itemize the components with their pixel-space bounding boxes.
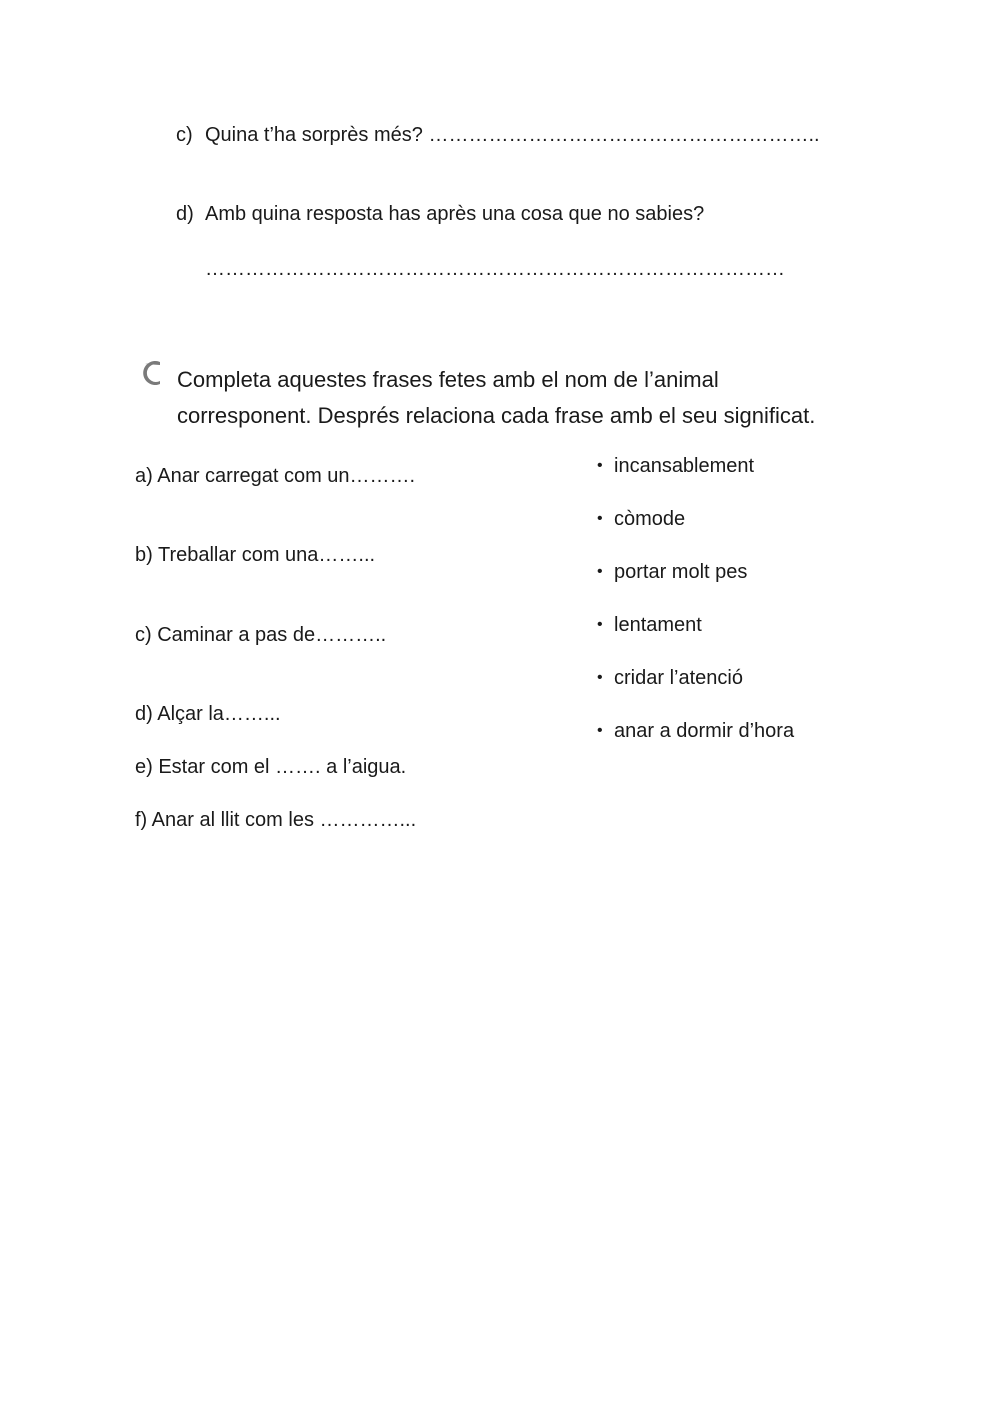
question-c — [176, 124, 820, 147]
meaning-item — [597, 667, 743, 690]
answer-line-d: …………………………………………………………………………… — [205, 258, 785, 280]
meaning-text: lentament — [614, 614, 702, 636]
question-d-label: d) — [176, 203, 194, 225]
question-c-text: Quina t’ha sorprès més? ………………………………………………….. — [205, 124, 820, 146]
meaning-item — [597, 508, 685, 531]
bullet-icon: • — [597, 616, 603, 633]
bullet-icon: • — [597, 722, 603, 739]
phrase-c: c) Caminar a pas de……….. — [135, 624, 387, 646]
exercise-instruction — [177, 362, 815, 434]
bullet-icon: • — [597, 563, 603, 580]
phrase-f: f) Anar al llit com les …………... — [135, 809, 417, 831]
phrase-d: d) Alçar la……... — [135, 703, 281, 725]
meaning-text: cridar l’atenció — [614, 667, 743, 689]
meaning-text: còmode — [614, 508, 686, 530]
meaning-text: portar molt pes — [614, 561, 748, 583]
bullet-icon: • — [597, 457, 603, 474]
question-c-label: c) — [176, 124, 193, 146]
phrase-b: b) Treballar com una……... — [135, 544, 376, 566]
question-d-text: Amb quina resposta has après una cosa que no sabies? — [205, 203, 705, 225]
meaning-text: anar a dormir d’hora — [614, 720, 795, 742]
instruction-line-1: Completa aquestes frases fetes amb el nom de l’animal — [177, 367, 719, 392]
meaning-item — [597, 614, 702, 637]
crescent-moon-icon — [136, 360, 162, 386]
phrase-e: e) Estar com el ……. a l’aigua. — [135, 756, 407, 778]
bullet-icon: • — [597, 510, 603, 527]
meaning-item — [597, 720, 794, 743]
instruction-line-2: corresponent. Després relaciona cada frase amb el seu significat. — [177, 403, 816, 428]
meaning-text: incansablement — [614, 455, 755, 477]
meaning-item — [597, 455, 754, 478]
phrase-a: a) Anar carregat com un………. — [135, 465, 416, 487]
bullet-icon: • — [597, 669, 603, 686]
question-d — [176, 203, 704, 226]
meaning-item — [597, 561, 747, 584]
